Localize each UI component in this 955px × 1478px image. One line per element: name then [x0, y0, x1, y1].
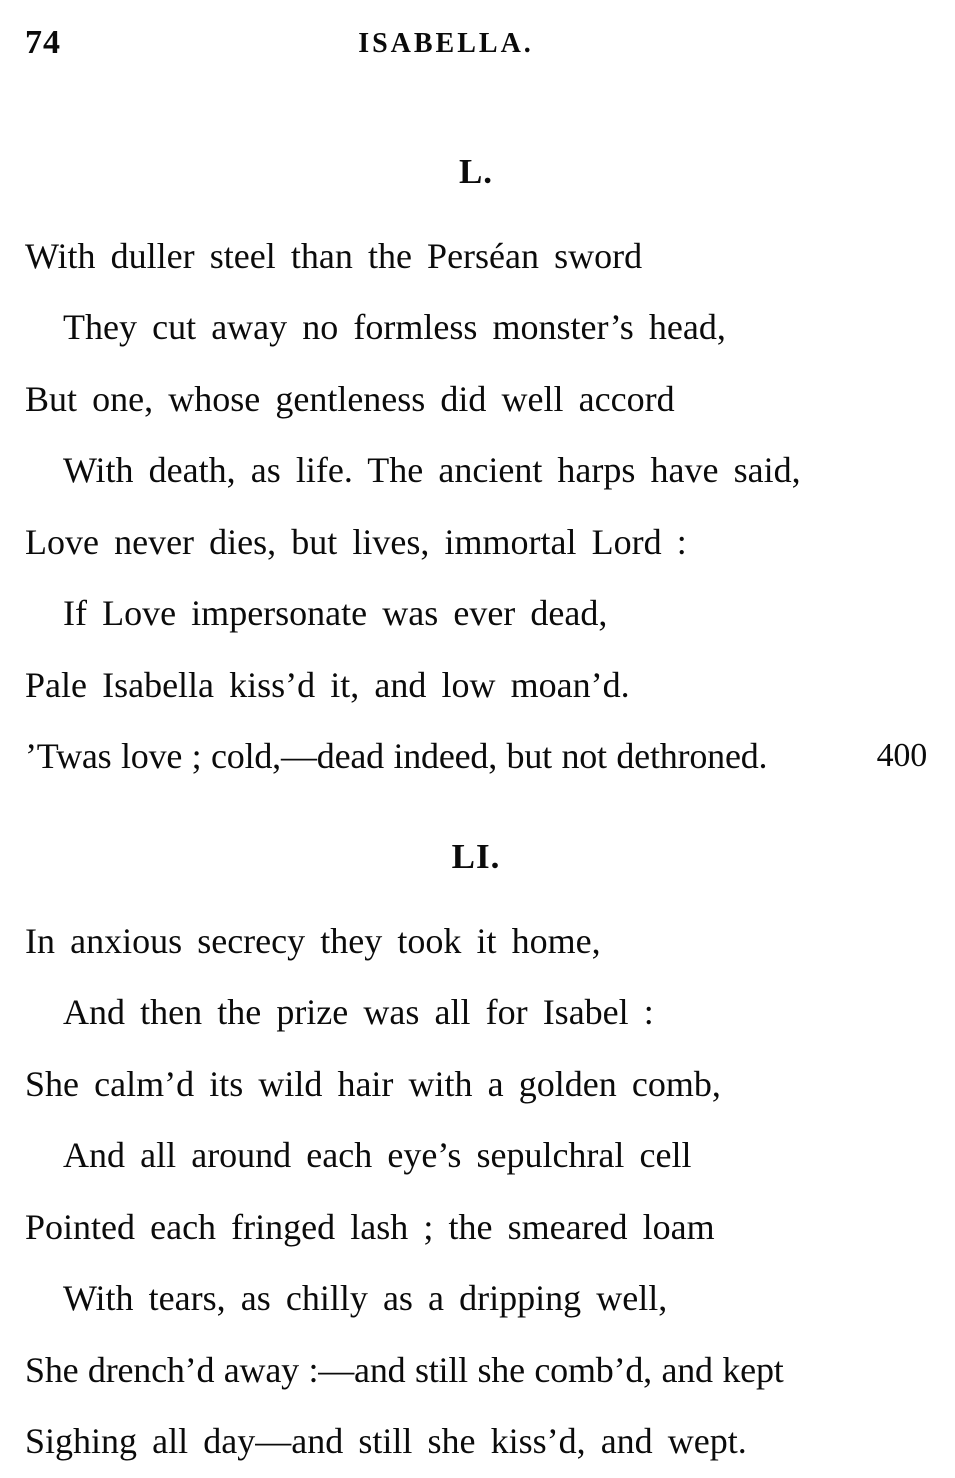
- poem-line: With tears, as chilly as a dripping well,: [63, 1278, 668, 1319]
- poem-line: Sighing all day—and still she kiss’d, and wept.: [25, 1421, 747, 1462]
- poem-line: And then the prize was all for Isabel :: [63, 992, 654, 1033]
- poem-line: In anxious secrecy they took it home,: [25, 920, 601, 961]
- page-number: 74: [25, 24, 61, 61]
- page-header: [25, 24, 927, 64]
- stanza-heading: LI.: [451, 837, 501, 876]
- poem-line: But one, whose gentleness did well accord: [25, 378, 675, 419]
- poem-line: And all around each eye’s sepulchral cell: [63, 1135, 692, 1176]
- poem-line: Love never dies, but lives, immortal Lord :: [25, 521, 687, 562]
- poem-line: They cut away no formless monster’s head,: [63, 307, 726, 348]
- stanza-heading: L.: [458, 152, 494, 191]
- poem-line: If Love impersonate was ever dead,: [63, 593, 608, 634]
- poem-line: She calm’d its wild hair with a golden comb,: [25, 1063, 721, 1104]
- poem-line: Pale Isabella kiss’d it, and low moan’d.: [25, 664, 630, 705]
- poem-line: Pointed each fringed lash ; the smeared loam: [25, 1206, 715, 1247]
- verse-line-number: 400: [876, 737, 927, 775]
- poem-line: With death, as life. The ancient harps have said,: [63, 450, 801, 491]
- running-title: ISABELLA.: [358, 28, 534, 59]
- stanza-LI: [25, 835, 927, 1477]
- stanza-lines: [25, 905, 927, 1477]
- poem-line: She drench’d away :—and still she comb’d, and kept: [25, 1349, 784, 1390]
- poem-line: ’Twas love ; cold,—dead indeed, but not dethroned. 400: [25, 736, 927, 777]
- stanza-lines: [25, 220, 927, 792]
- stanza-L: [25, 150, 927, 792]
- poem-line: With duller steel than the Perséan sword: [25, 235, 643, 276]
